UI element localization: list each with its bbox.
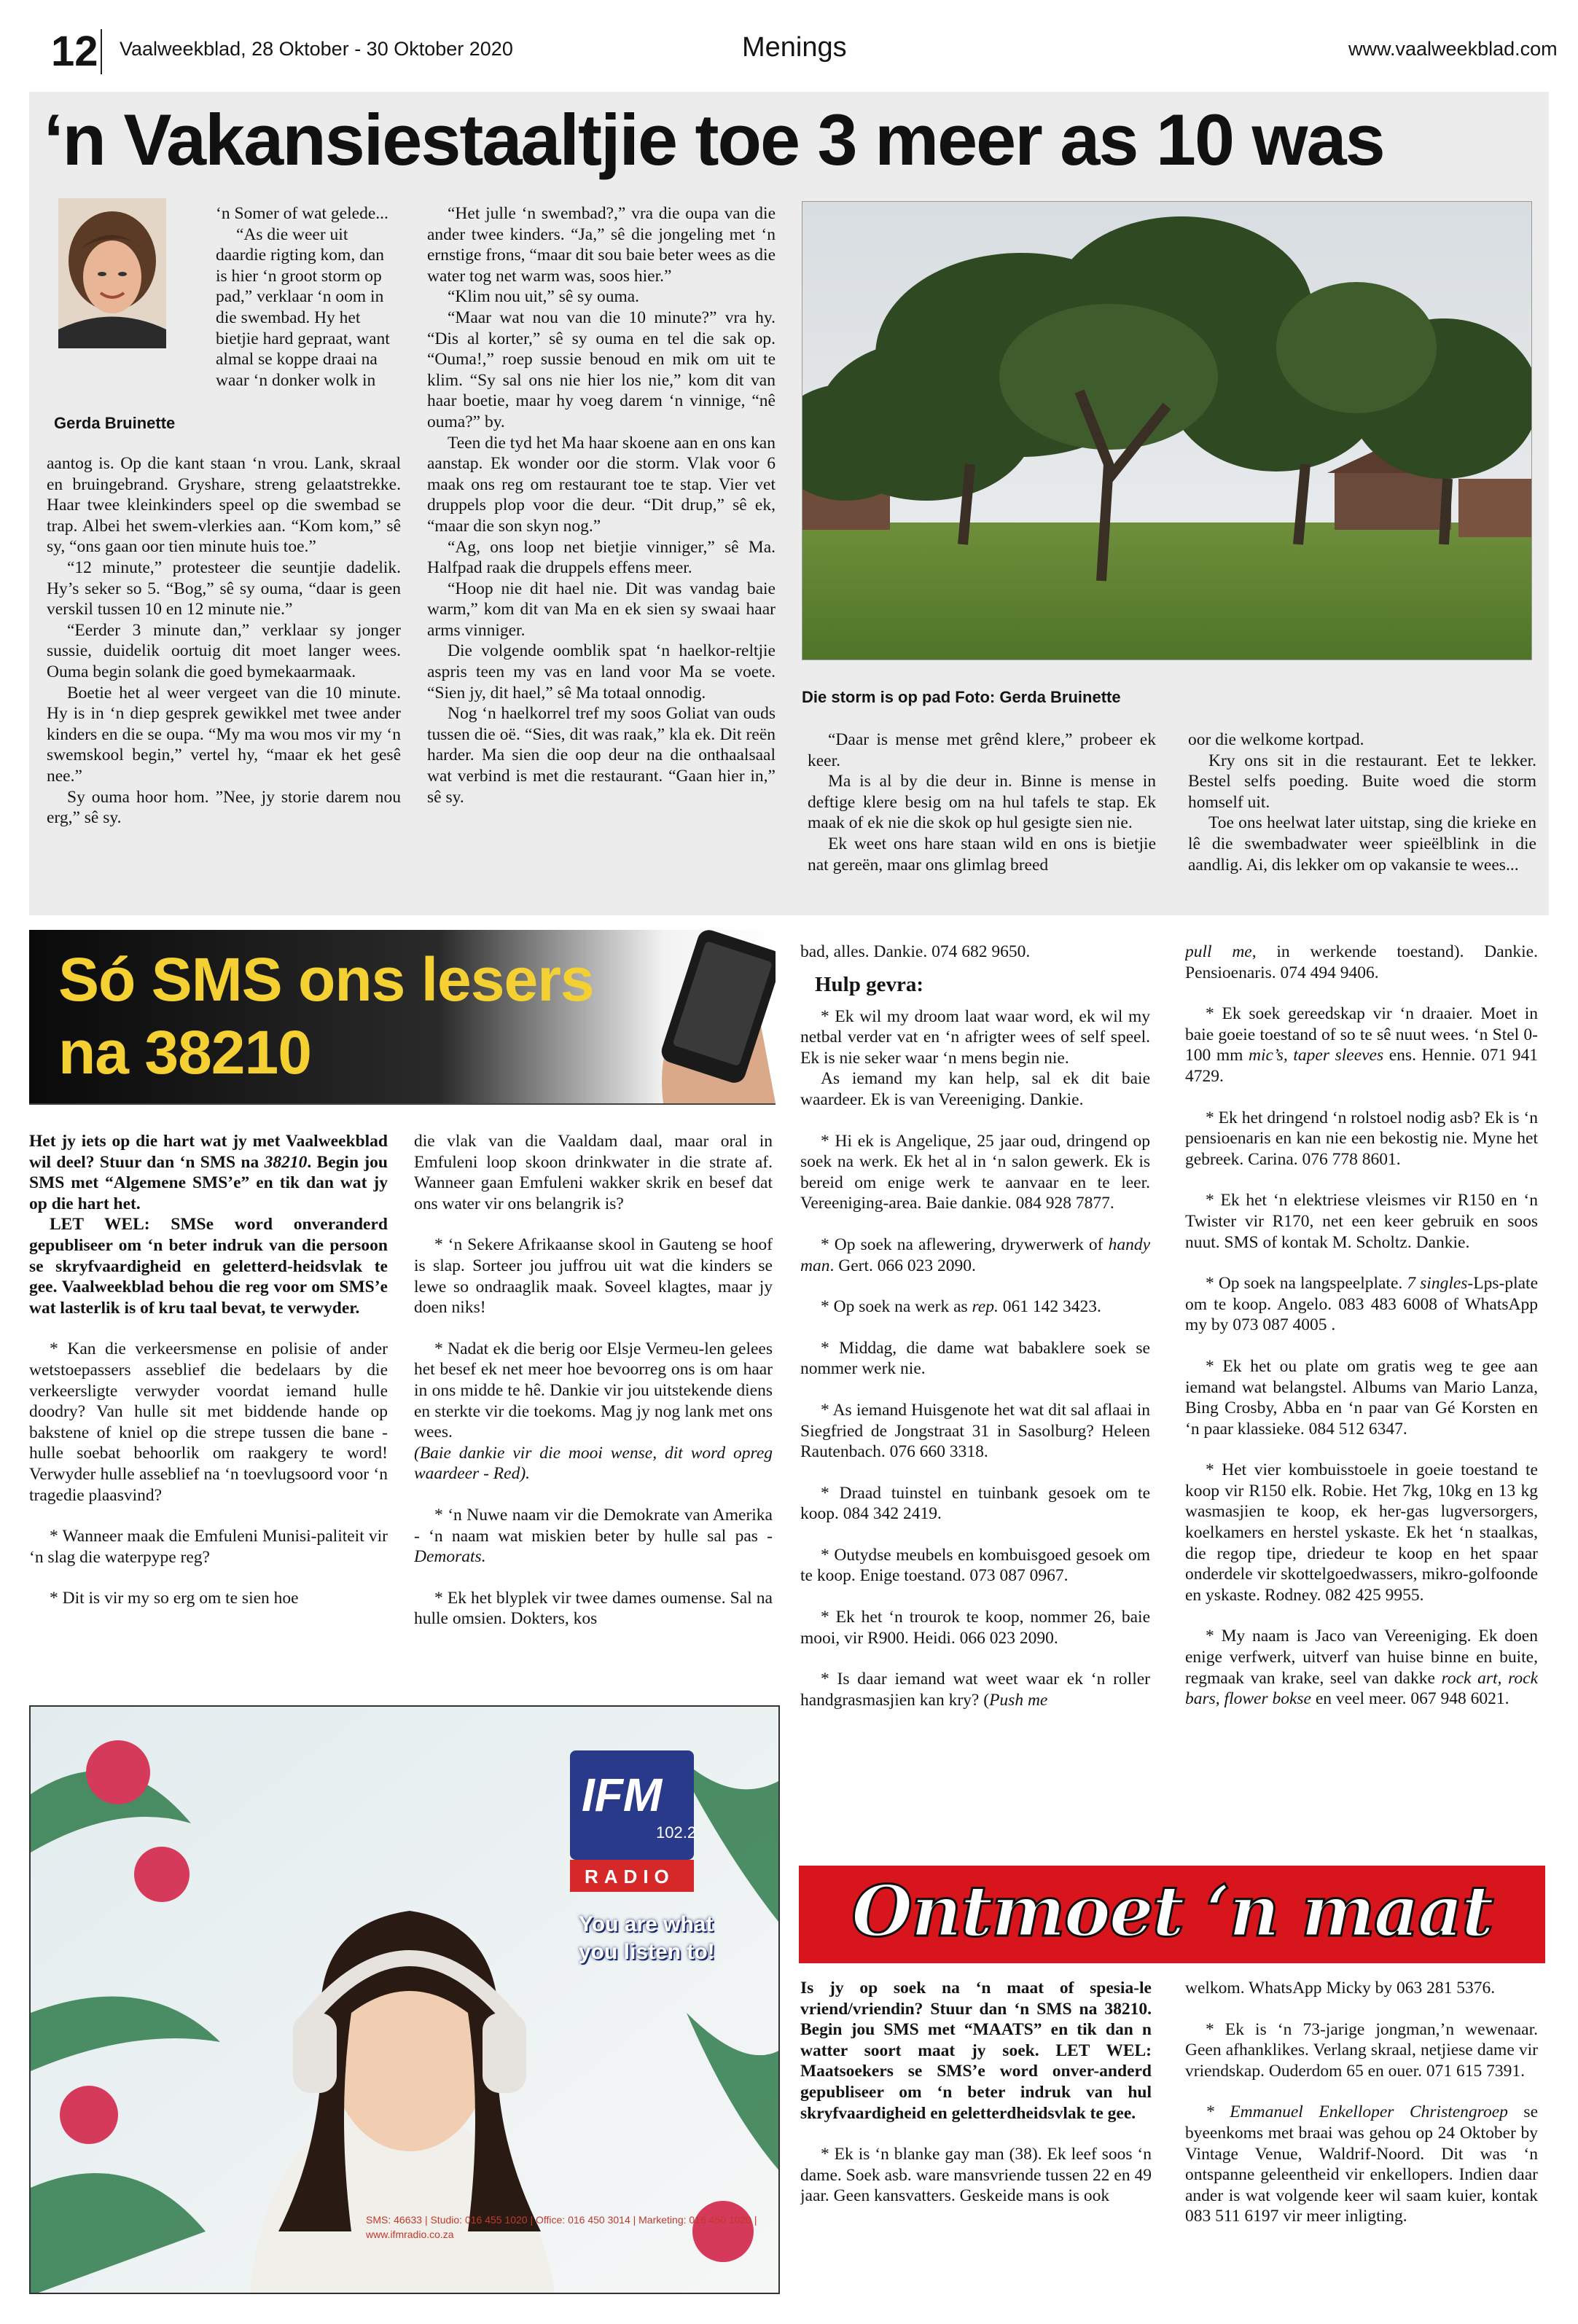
help-top-text: bad, alles. Dankie. 074 682 9650.: [800, 942, 1031, 961]
para: Nog ‘n haelkorrel tref my soos Goliat van ouds tussen die oë. “Sies, dit was raak,” kla ek. Dit reën harder. Ma sien die oop deur na die onthaalsaal wat verbind is met die restaurant. “Gaan hier in,” sê sy.: [427, 704, 776, 807]
help-item: * My naam is Jaco van Vereeniging. Ek doen enige verfwerk, uitverf van huise binne en buite, regmaak van krake, seel van dakke rock art, rock bars, flower bokse en veel meer. 067 948 6021.: [1185, 1627, 1538, 1709]
ifm-contact-footer: SMS: 46633 | Studio: 016 455 1020 | Office: 016 450 3014 | Marketing: 016 450 1020 | www.ifmradio.co.za: [366, 2214, 757, 2240]
help-item: * Ek wil my droom laat waar word, ek wil my netbal verder vat en ‘n afrigter wees of self speel. Ek is nie seker waar ‘n mens begin nie.: [800, 1006, 1150, 1068]
para: Die volgende oomblik spat ‘n haelkor-reltjie aspris teen my vas en land voor Ma se voete. “Sien jy, dit hael,” sê Ma totaal onnodig.: [427, 641, 776, 703]
sms-col1: [29, 1131, 388, 1692]
para: “Ag, ons loop net bietjie vinniger,” sê Ma. Halfpad raak die druppels effens meer.: [427, 537, 776, 578]
para: Toe ons heelwat later uitstap, sing die krieke en lê die swembadwater weer spieëlblink in die aandlig. Ai, dis lekker om op vakansie te wees...: [1188, 813, 1536, 875]
para: “Eerder 3 minute dan,” verklaar sy jonger sussie, duidelik oortuig dit moet langer wees. Ouma begin solank die goed bymekaarmaak.: [47, 620, 401, 681]
sms-message: * ‘n Nuwe naam vir die Demokrate van Amerika - ‘n naam wat miskien beter by hulle sal pas - Demorats.: [414, 1505, 773, 1567]
article-headline: ‘n Vakansiestaaltjie toe 3 meer as 10 was: [44, 99, 1384, 180]
photo-caption: Die storm is op pad Foto: Gerda Bruinette: [802, 688, 1121, 706]
help-item: pull me, in werkende toestand). Dankie. Pensioenaris. 074 494 9406.: [1185, 942, 1538, 982]
help-item: * Op soek na werk as rep. 061 142 3423.: [821, 1297, 1101, 1317]
ifm-tagline-1: You are what: [579, 1912, 714, 1936]
sms-banner-rule: [29, 1103, 776, 1105]
ifm-tagline-2: you listen to!: [579, 1940, 715, 1964]
help-item: * Op soek na langspeelplate. 7 singles-Lps-plate om te koop. Angelo. 083 483 6008 of WhatsApp my by 073 087 4005 .: [1185, 1274, 1538, 1335]
article-col3: [808, 729, 1156, 904]
help-item: * Outydse meubels en kombuisgoed gesoek om te koop. Enige toestand. 073 087 0967.: [800, 1545, 1150, 1586]
article-col2: [427, 203, 776, 907]
author-photo: [58, 198, 166, 348]
para: “As die weer uit daardie rigting kom, dan is hier ‘n groot storm op pad,” verklaar ‘n oom in die swembad. Hy het bietjie hard gepraat, want almal se koppe draai na waar ‘n donker wolk in: [216, 224, 390, 390]
para: “12 minute,” protesteer die seuntjie dadelik. Hy’s seker so 5. “Bog,” sê sy ouma, “daar is geen verskil tussen 10 en 12 minute nie.”: [47, 557, 401, 619]
help-item: * Hi ek is Angelique, 25 jaar oud, dringend op soek na werk. Ek het al in ‘n salon gewerk. Ek is bereid om enige werk te aanvaar en te leer. Vereeniging-area. Baie dankie. 084 928 7877.: [800, 1131, 1150, 1213]
publication-date: Vaalweekblad, 28 Oktober - 30 Oktober 2020: [120, 38, 513, 60]
sms-message: * Wanneer maak die Emfuleni Munisi-paliteit vir ‘n slag die waterpype reg?: [29, 1527, 388, 1567]
ifm-logo: IFM: [582, 1769, 663, 1821]
sms-message: * Dit is vir my so erg om te sien hoe: [50, 1589, 299, 1608]
help-item: * Is daar iemand wat weet waar ek ‘n roller handgrasmasjien kan kry? (Push me: [800, 1670, 1150, 1710]
para: aantog is. Op die kant staan ‘n vrou. Lank, skraal en bruingebrand. Gryshare, streng gelaatstrekke. Haar twee kleinkinders speel op die swembad se trap. Albei het swem-vlerkies aan. “Kom kom,” sê sy, “ons gaan oor tien minute huis toe.”: [47, 454, 401, 557]
para: Boetie het al weer vergeet van die 10 minute. Hy is in ‘n diep gesprek gewikkel met twee ander kinders en die se oupa. “My ma wou mos vir my ‘n swemskool begin,” vertel hy, “maar ek het gesê nee.”: [47, 683, 401, 786]
sms-message: * ‘n Sekere Afrikaanse skool in Gauteng se hoof is slap. Sorteer jou juffrou uit wat die kinders se lewe so ondraaglik maak. Soveel klagtes, maar jy doen niks!: [414, 1235, 773, 1318]
maat-banner-title: Ontmoet ‘n maat: [851, 1870, 1493, 1952]
author-name: Gerda Bruinette: [54, 414, 176, 432]
help-col1: [800, 942, 1150, 1860]
sms-banner-title-line2: na 38210: [58, 1018, 311, 1087]
sms-banner-title-line1: Só SMS ons lesers: [58, 945, 594, 1014]
ifm-frequency: 102.2: [656, 1823, 697, 1842]
help-heading: Hulp gevra:: [815, 972, 924, 996]
para: oor die welkome kortpad.: [1188, 730, 1364, 749]
storm-landscape: [802, 202, 1532, 660]
para: Sy ouma hoor hom. ”Nee, jy storie darem nou erg,” sê sy.: [47, 787, 401, 828]
editor-reply: (Baie dankie vir die mooi wense, dit word opreg waardeer - Red).: [414, 1443, 773, 1484]
para: “Het julle ‘n swembad?,” vra die oupa van die ander twee kinders. “Ja,” sê die jongeling met ‘n ernstige frons, “maar dit sou baie beter wees as die water tog net warm was, soos hier.”: [427, 204, 776, 286]
maat-item: * Ek is ‘n 73-jarige jongman,’n wewenaar. Geen afhanklikes. Verlang skraal, netjiese dame vir vriendskap. Ouderdom 65 en ouer. 071 615 7391.: [1185, 2019, 1538, 2081]
para: Ma is al by die deur in. Binne is mense in deftige klere besig om na hul tafels te stap. Ek maak of ek nie die skok op hul gesigte sien nie.: [808, 772, 1156, 833]
phone-hand-icon: [634, 930, 776, 1103]
maat-col1: [800, 1978, 1152, 2291]
article-col1: [47, 453, 401, 905]
sms-intro: Het jy iets op die hart wat jy met Vaalweekblad wil deel? Stuur dan ‘n SMS na 38210. Begin jou SMS met “Algemene SMS’e” en tik dan wat jy op die hart het.: [29, 1132, 388, 1213]
advert-artwork: [31, 1707, 780, 2294]
help-item: * Ek het dringend ‘n rolstoel nodig asb? Ek is ‘n pensioenaris en kan nie een bekostig nie. Myne het gebreek. Carina. 076 778 8601.: [1185, 1108, 1538, 1169]
para: “Klim nou uit,” sê sy ouma.: [448, 287, 640, 307]
para: ‘n Somer of wat gelede...: [216, 204, 388, 223]
sms-message: * Kan die verkeersmense en polisie of ander wetstoepassers asseblief die bedelaars by die verkeersligte verwyder voordat iemand hulle doodry? Van hulle sit met biddende hande op bakstene of kniel op die strepe tussen die bane - hulle soebat behoorlik om raakgery te word! Verwyder hulle asseblief na ‘n toevlugsoord voor ‘n tragedie plaasvind?: [29, 1339, 388, 1505]
para: Ek weet ons hare staan wild en ons is bietjie nat gereën, maar ons glimlag breed: [808, 834, 1156, 875]
help-col2: [1185, 942, 1538, 1861]
section-label: Menings: [742, 32, 847, 63]
page-number: 12: [51, 28, 98, 75]
para: “Maar wat nou van die 10 minute?” vra hy. “Dis al korter,” sê sy ouma en tel die sak op. “Ouma!,” roep sussie benoud en mik om uit te klim. “Sy sal ons nie hier los nie,” kom dit van haar boetie, maar hy voeg darem ‘n vinnige, “nê ouma?” by.: [427, 308, 776, 431]
help-item: As iemand my kan help, sal ek dit baie waardeer. Ek is van Vereeniging. Dankie.: [800, 1069, 1150, 1109]
sms-disclaimer: LET WEL: SMSe word onveranderd gepubliseer om ‘n beter indruk van die persoon se skryfvaardigheid en geletterd-heidsvlak te gee. Vaalweekblad behou die reg voor om SMS’e wat lasterlik is of kru taal bevat, te verwyder.: [29, 1215, 388, 1318]
sms-col2: [414, 1131, 773, 1692]
help-item: * Ek het ‘n trourok te koop, nommer 26, baie mooi, vir R900. Heidi. 066 023 2090.: [800, 1608, 1150, 1648]
article-photo: [802, 201, 1532, 660]
ifm-radio-label: RADIO: [585, 1866, 675, 1887]
help-item: * As iemand Huisgenote het wat dit sal aflaai in Siegfried de Jongstraat 31 in Sasolburg? Heleen Rautenbach. 076 660 3318.: [800, 1400, 1150, 1462]
help-item: * Ek het ou plate om gratis weg te gee aan iemand wat belangstel. Albums van Mario Lanza, Bing Crosby, Abba en ‘n paar van Gé Korsten en ‘n paar klassieke. 084 512 6347.: [1185, 1356, 1538, 1439]
maat-item: * Emmanuel Enkelloper Christengroep se byeenkoms met braai was gehou op 24 Oktober by Vintage Venue, Waldrif-Noord. Dit was ‘n ontspanne geleentheid vir enkellopers. Indien daar ander is wat volgende keer wil saam kuier, kontak 083 511 6197 vir meer inligting.: [1185, 2102, 1538, 2226]
help-item: * Draad tuinstel en tuinbank gesoek om te koop. 084 342 2419.: [800, 1483, 1150, 1524]
para: “Hoop nie dit hael nie. Dit was vandag baie warm,” kom dit van Ma en ek sien sy swaai haar arms vinniger.: [427, 579, 776, 640]
article-col1-wrap: [216, 203, 399, 458]
help-item: * Middag, die dame wat babaklere soek se nommer werk nie.: [800, 1338, 1150, 1379]
help-item: * Ek het ‘n elektriese vleismes vir R150 en ‘n Twister vir R170, net een keer gebruik en soos nuut. SMS of kontak M. Scholtz. Dankie.: [1185, 1191, 1538, 1252]
help-item: * Het vier kombuisstoele in goeie toestand te koop vir R150 elk. Robie. Het 7kg, 10kg en 13 kg wasmasjien te koop, ek her-gas lugversorgers, koelkamers en herstel yskaste. Ek het ‘n staalkas, die regop tipe, driedeur te koop en het spaar onderdele vir skottelgoedwassers, mikro-golfoonde en yskaste. Rodney. 082 425 9955.: [1185, 1460, 1538, 1605]
sms-message: * Nadat ek die berig oor Elsje Vermeu-len gelees het besef ek net meer hoe bevoorreg ons is om haar in ons midde te hê. Dankie vir jou uitstekende diens en sterkte vir die toekoms. Mag jy nog lank met ons wees.: [414, 1339, 773, 1442]
maat-item: * Ek is ‘n blanke gay man (38). Ek leef soos ‘n dame. Soek asb. ware mansvriende tussen 22 en 49 jaar. Geen kansvatters. Geskeide mans is ook: [800, 2145, 1152, 2206]
sms-message: die vlak van die Vaaldam daal, maar oral in Emfuleni loop skoon drinkwater in die strate af. Wanneer gaan Emfuleni wakker skrik en besef dat ons water vir ons belangrik is?: [414, 1132, 773, 1213]
website-link[interactable]: www.vaalweekblad.com: [1348, 38, 1558, 60]
maat-col2: [1185, 1978, 1538, 2291]
maat-item: welkom. WhatsApp Micky by 063 281 5376.: [1185, 1979, 1496, 1998]
para: Teen die tyd het Ma haar skoene aan en ons kan aanstap. Ek wonder oor die storm. Vlak voor 6 maak ons reg om restaurant toe te stap. Vier vet druppels plop voor die deur. “Dit drup,” sê ek, “maar die son skyn nog.”: [427, 433, 776, 536]
sms-message: * Ek het blyplek vir twee dames oumense. Sal na hulle omsien. Dokters, kos: [414, 1588, 773, 1629]
author-portrait: [58, 198, 166, 348]
para: “Daar is mense met grênd klere,” probeer ek keer.: [808, 730, 1156, 770]
help-item: * Ek soek gereedskap vir ‘n draaier. Moet in baie goeie toestand of so te sê nuut wees. ‘n Stel 0-100 mm mic’s, taper sleeves ens. Hennie. 071 941 4729.: [1185, 1004, 1538, 1086]
header-divider: [101, 29, 102, 74]
article-col4: [1188, 729, 1536, 904]
help-item: * Op soek na aflewering, drywerwerk of handy man. Gert. 066 023 2090.: [800, 1235, 1150, 1275]
para: Kry ons sit in die restaurant. Eet te lekker. Bestel selfs poeding. Buite woed die storm homself uit.: [1188, 751, 1536, 812]
ifm-advert[interactable]: [29, 1705, 780, 2294]
maat-intro: Is jy op soek na ‘n maat of spesia-le vriend/vriendin? Stuur dan ‘n SMS na 38210. Begin jou SMS met “MAATS” en tik dan n watter soort maat jy soek. LET WEL: Maatsoekers se SMS’e word onver-anderd gepubliseer om ‘n beter indruk van hul skryfvaardigheid en geletterdheidsvlak te gee.: [800, 1979, 1152, 2123]
